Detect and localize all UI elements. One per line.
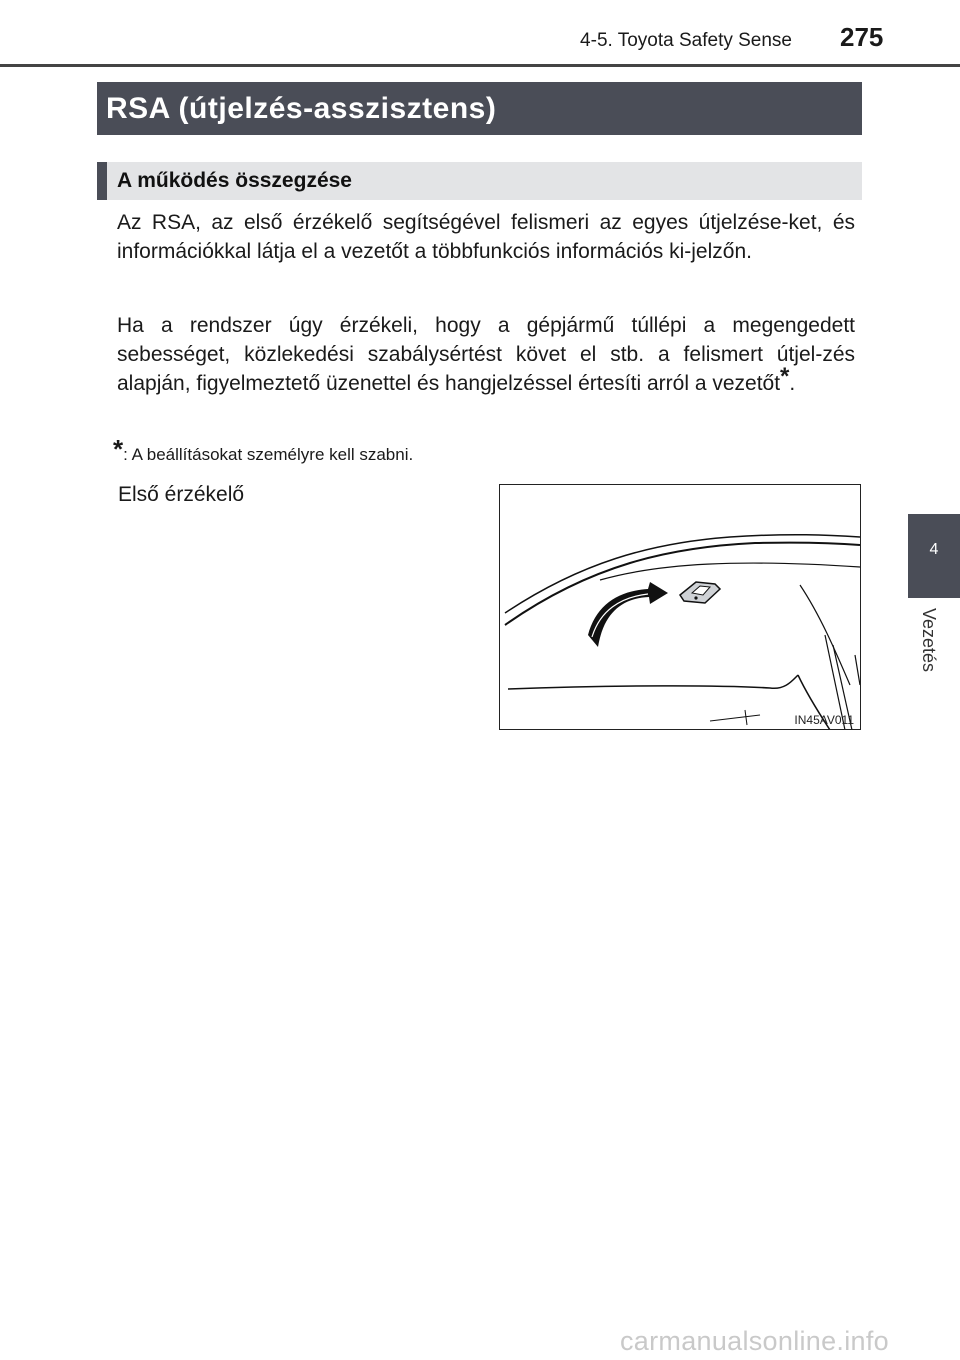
roof-outer-line [505, 535, 860, 613]
header-section-title: 4-5. Toyota Safety Sense [580, 30, 792, 51]
footnote-reference: * [780, 363, 790, 390]
header-divider [0, 64, 960, 67]
figure-label: Első érzékelő [118, 483, 245, 506]
dashboard-line [508, 675, 798, 689]
lower-dash-tick [745, 710, 747, 725]
footnote-marker: * [113, 434, 124, 464]
watermark: carmanualsonline.info [620, 1326, 889, 1356]
page-number: 275 [840, 22, 884, 52]
section-title: RSA (útjelzés-asszisztens) [97, 82, 862, 135]
subsection-title: A működés összegzése [97, 162, 862, 200]
figure-code: IN45AV011 [794, 713, 854, 727]
paragraph-warning-end: . [789, 372, 796, 395]
footnote-text: : A beállításokat személyre kell szabni. [123, 445, 414, 464]
sensor-illustration [499, 484, 861, 730]
paragraph-warning-text: Ha a rendszer úgy érzékeli, hogy a gépjármű túllépi a megengedett sebességet, közlekedési szabálysértést követ el stb. a felismert útjel-zés alapján, figyelmeztető üzenettel és hangjelzéssel értesíti arról a vezetőt [117, 314, 855, 395]
pointing-arrow-icon [588, 582, 668, 647]
lower-dash-line [710, 715, 760, 721]
front-sensor-icon [680, 582, 720, 603]
paragraph-summary: Az RSA, az első érzékelő segítségével felismeri az egyes útjelzése-ket, és információkkal látja el a vezetőt a többfunkciós információs ki-jelzőn. [117, 211, 855, 263]
roof-edge-line [505, 543, 860, 625]
chapter-tab: 4 [908, 514, 960, 598]
chapter-name: Vezetés [919, 608, 939, 673]
paragraph-warning [117, 311, 855, 398]
footnote [113, 434, 853, 467]
door-line-3 [855, 655, 860, 685]
windshield-inner-line [600, 563, 860, 580]
windshield-drawing [500, 485, 861, 730]
